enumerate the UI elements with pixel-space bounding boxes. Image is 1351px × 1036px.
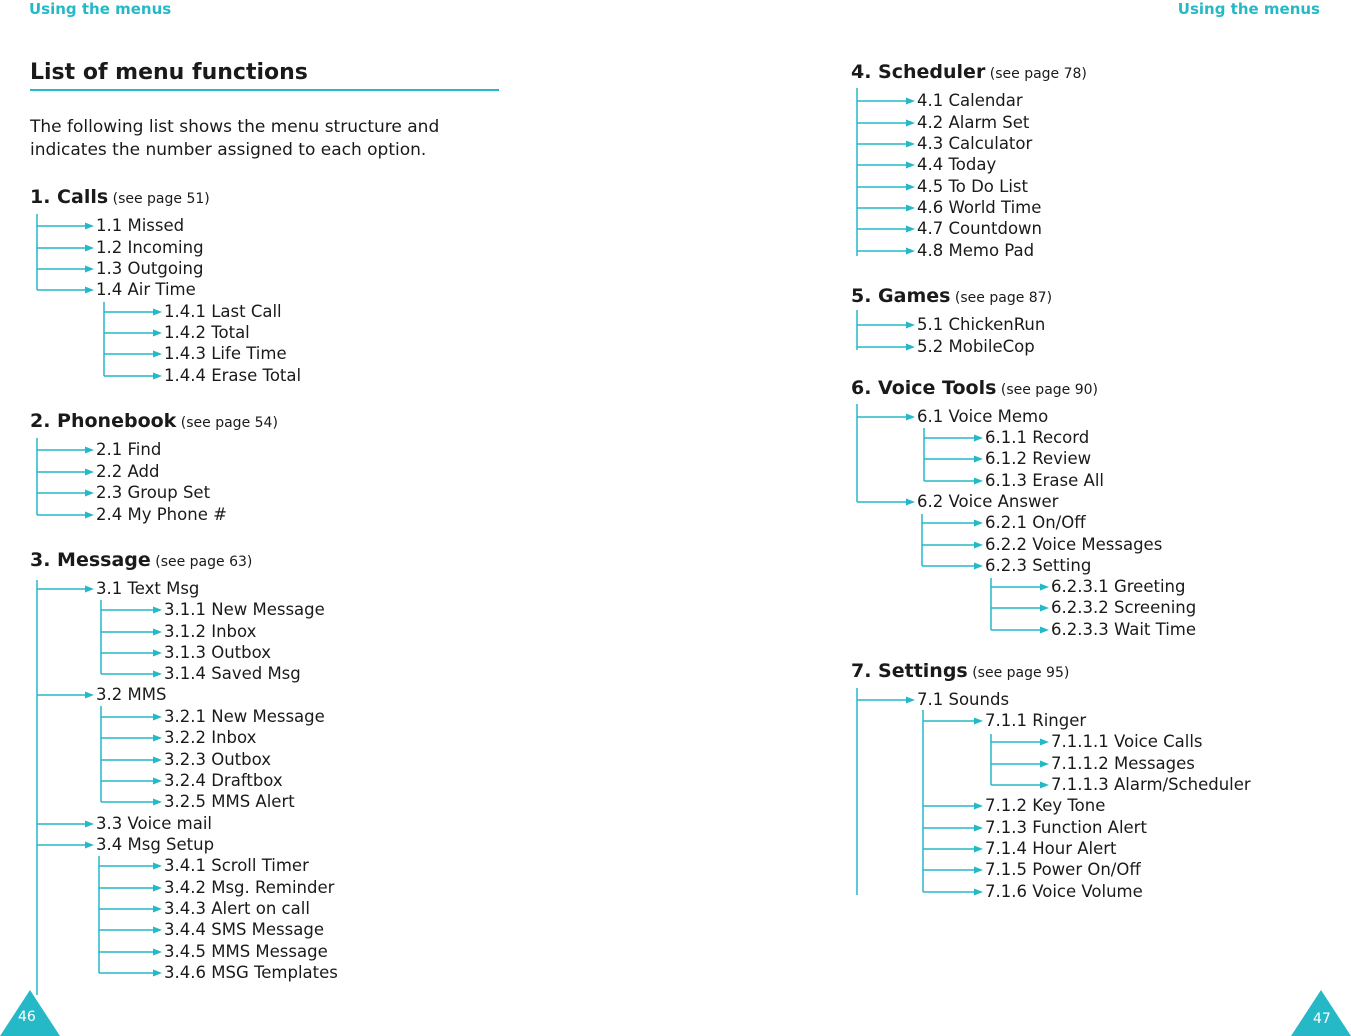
page-reference: (see page 54) <box>176 415 278 431</box>
menu-item: 4.3 Calculator <box>917 134 1033 153</box>
page-reference: (see page 51) <box>108 191 210 207</box>
tree-arrowhead <box>153 799 162 806</box>
tree-arrowhead <box>906 499 915 506</box>
tree-arrowhead <box>974 889 983 896</box>
menu-item: 6.2.3.2 Screening <box>1051 598 1197 617</box>
menu-item: 3.2.1 New Message <box>164 707 325 726</box>
tree-arrowhead <box>153 927 162 934</box>
menu-item: 4.8 Memo Pad <box>917 241 1035 260</box>
tree-arrowhead <box>974 478 983 485</box>
tree-arrowhead <box>85 223 94 230</box>
page-reference: (see page 78) <box>985 66 1087 82</box>
tree-arrowhead <box>153 885 162 892</box>
menu-item: 3.1.1 New Message <box>164 600 325 619</box>
tree-arrowhead <box>85 469 94 476</box>
menu-item: 1.4 Air Time <box>96 280 196 299</box>
menu-item: 1.4.3 Life Time <box>164 344 287 363</box>
tree-arrowhead <box>85 692 94 699</box>
tree-arrowhead <box>1040 761 1049 768</box>
menu-item: 5.1 ChickenRun <box>917 315 1046 334</box>
tree-arrowhead <box>906 248 915 255</box>
tree-arrowhead <box>153 757 162 764</box>
menu-item: 3.4.3 Alert on call <box>164 899 310 918</box>
tree-arrowhead <box>85 287 94 294</box>
tree-arrowhead <box>974 803 983 810</box>
tree-arrowhead <box>974 867 983 874</box>
intro-paragraph: The following list shows the menu structure and indicates the number assigned to each option. <box>30 117 440 160</box>
tree-arrowhead <box>906 697 915 704</box>
tree-arrowhead <box>906 184 915 191</box>
menu-item: 3.2.4 Draftbox <box>164 771 283 790</box>
tree-arrowhead <box>906 141 915 148</box>
menu-item: 3.1.4 Saved Msg <box>164 664 301 683</box>
section-heading-calls <box>30 186 210 208</box>
menu-item: 6.2.2 Voice Messages <box>985 535 1163 554</box>
menu-item: 6.1.2 Review <box>985 449 1092 468</box>
menu-item: 5.2 MobileCop <box>917 337 1035 356</box>
menu-item: 7.1.1 Ringer <box>985 711 1087 730</box>
tree-arrowhead <box>153 714 162 721</box>
tree-arrowhead <box>974 718 983 725</box>
tree-arrowhead <box>906 344 915 351</box>
tree-arrowhead <box>153 373 162 380</box>
section-heading-message <box>30 549 252 571</box>
tree-arrowhead <box>906 98 915 105</box>
tree-arrowhead <box>906 205 915 212</box>
menu-item: 3.2.2 Inbox <box>164 728 257 747</box>
menu-item: 6.1.3 Erase All <box>985 471 1104 490</box>
tree-arrowhead <box>153 309 162 316</box>
menu-item: 7.1.3 Function Alert <box>985 818 1147 837</box>
tree-arrowhead <box>153 351 162 358</box>
menu-item: 3.3 Voice mail <box>96 814 212 833</box>
menu-item: 7.1.4 Hour Alert <box>985 839 1117 858</box>
menu-item: 6.2.3 Setting <box>985 556 1092 575</box>
menu-item: 4.6 World Time <box>917 198 1042 217</box>
tree-arrowhead <box>153 949 162 956</box>
running-header-left: Using the menus <box>29 0 172 18</box>
page-reference: (see page 63) <box>150 554 253 570</box>
tree-arrowhead <box>1040 605 1049 612</box>
tree-arrowhead <box>85 842 94 849</box>
menu-item: 4.2 Alarm Set <box>917 113 1030 132</box>
page-reference: (see page 87) <box>950 290 1053 306</box>
tree-arrowhead <box>906 226 915 233</box>
menu-item: 3.2 MMS <box>96 685 167 704</box>
menu-item: 3.4.4 SMS Message <box>164 920 324 939</box>
menu-item: 6.2 Voice Answer <box>917 492 1059 511</box>
menu-item: 3.4.6 MSG Templates <box>164 963 338 982</box>
tree-arrowhead <box>906 120 915 127</box>
tree-arrowhead <box>153 650 162 657</box>
tree-arrowhead <box>1040 627 1049 634</box>
menu-item: 1.1 Missed <box>96 216 185 235</box>
menu-item: 7.1.1.3 Alarm/Scheduler <box>1051 775 1251 794</box>
page-reference: (see page 95) <box>967 665 1070 681</box>
tree-arrowhead <box>85 245 94 252</box>
tree-arrowhead <box>153 629 162 636</box>
menu-item: 7.1 Sounds <box>917 690 1010 709</box>
tree-arrowhead <box>85 447 94 454</box>
section-title: 3. Message <box>30 549 151 571</box>
page-title: List of menu functions <box>30 60 499 91</box>
tree-arrowhead <box>1040 739 1049 746</box>
menu-item: 4.5 To Do List <box>917 177 1028 196</box>
menu-item: 2.1 Find <box>96 440 162 459</box>
tree-arrowhead <box>974 846 983 853</box>
tree-arrowhead <box>906 322 915 329</box>
tree-arrowhead <box>153 671 162 678</box>
tree-arrowhead <box>974 542 983 549</box>
menu-item: 7.1.1.2 Messages <box>1051 754 1195 773</box>
tree-arrowhead <box>1040 584 1049 591</box>
menu-item: 1.2 Incoming <box>96 238 204 257</box>
menu-item: 6.2.3.1 Greeting <box>1051 577 1186 596</box>
menu-item: 3.1 Text Msg <box>96 579 200 598</box>
tree-arrowhead <box>153 735 162 742</box>
tree-arrowhead <box>153 970 162 977</box>
tree-arrowhead <box>1040 782 1049 789</box>
tree-arrowhead <box>85 821 94 828</box>
menu-item: 7.1.6 Voice Volume <box>985 882 1143 901</box>
section-heading-phonebook <box>30 410 278 432</box>
section-heading-voice_tools <box>851 377 1098 399</box>
menu-item: 3.1.2 Inbox <box>164 622 257 641</box>
section-title: 4. Scheduler <box>851 61 986 83</box>
menu-item: 2.2 Add <box>96 462 160 481</box>
page-number-left: 46 <box>18 1009 36 1025</box>
menu-item: 3.2.5 MMS Alert <box>164 792 295 811</box>
menu-item: 7.1.5 Power On/Off <box>985 860 1141 879</box>
page-reference: (see page 90) <box>996 382 1098 398</box>
tree-arrowhead <box>974 456 983 463</box>
tree-arrowhead <box>974 563 983 570</box>
menu-item: 6.1 Voice Memo <box>917 407 1049 426</box>
menu-item: 6.2.3.3 Wait Time <box>1051 620 1197 639</box>
tree-arrowhead <box>974 520 983 527</box>
menu-item: 7.1.2 Key Tone <box>985 796 1106 815</box>
menu-item: 6.2.1 On/Off <box>985 513 1086 532</box>
menu-item: 4.4 Today <box>917 155 997 174</box>
menu-item: 1.4.4 Erase Total <box>164 366 302 385</box>
section-title: 7. Settings <box>851 660 968 682</box>
section-heading-settings <box>851 660 1069 682</box>
menu-item: 1.4.2 Total <box>164 323 250 342</box>
tree-arrowhead <box>153 330 162 337</box>
tree-arrowhead <box>85 490 94 497</box>
menu-item: 2.4 My Phone # <box>96 505 227 524</box>
menu-item: 3.4.5 MMS Message <box>164 942 328 961</box>
tree-arrowhead <box>153 607 162 614</box>
tree-arrowhead <box>153 863 162 870</box>
tree-arrowhead <box>85 266 94 273</box>
menu-item: 3.1.3 Outbox <box>164 643 271 662</box>
running-header-right: Using the menus <box>1177 0 1320 18</box>
tree-arrowhead <box>906 414 915 421</box>
menu-item: 2.3 Group Set <box>96 483 211 502</box>
section-title: 2. Phonebook <box>30 410 177 432</box>
menu-item: 3.4 Msg Setup <box>96 835 215 854</box>
menu-item: 3.4.1 Scroll Timer <box>164 856 309 875</box>
section-title: 5. Games <box>851 285 951 307</box>
tree-arrowhead <box>85 586 94 593</box>
section-heading-scheduler <box>851 61 1087 83</box>
section-heading-games <box>851 285 1052 307</box>
menu-item: 7.1.1.1 Voice Calls <box>1051 732 1203 751</box>
tree-arrowhead <box>974 825 983 832</box>
menu-item: 4.7 Countdown <box>917 219 1043 238</box>
menu-item: 1.3 Outgoing <box>96 259 204 278</box>
tree-arrowhead <box>974 435 983 442</box>
menu-item: 1.4.1 Last Call <box>164 302 282 321</box>
menu-item: 3.4.2 Msg. Reminder <box>164 878 335 897</box>
page-number-right: 47 <box>1313 1011 1331 1027</box>
section-title: 1. Calls <box>30 186 109 208</box>
tree-arrowhead <box>153 906 162 913</box>
menu-item: 4.1 Calendar <box>917 91 1023 110</box>
tree-arrowhead <box>906 162 915 169</box>
menu-item: 6.1.1 Record <box>985 428 1090 447</box>
section-title: 6. Voice Tools <box>851 377 997 399</box>
menu-item: 3.2.3 Outbox <box>164 750 271 769</box>
tree-arrowhead <box>85 512 94 519</box>
tree-arrowhead <box>153 778 162 785</box>
